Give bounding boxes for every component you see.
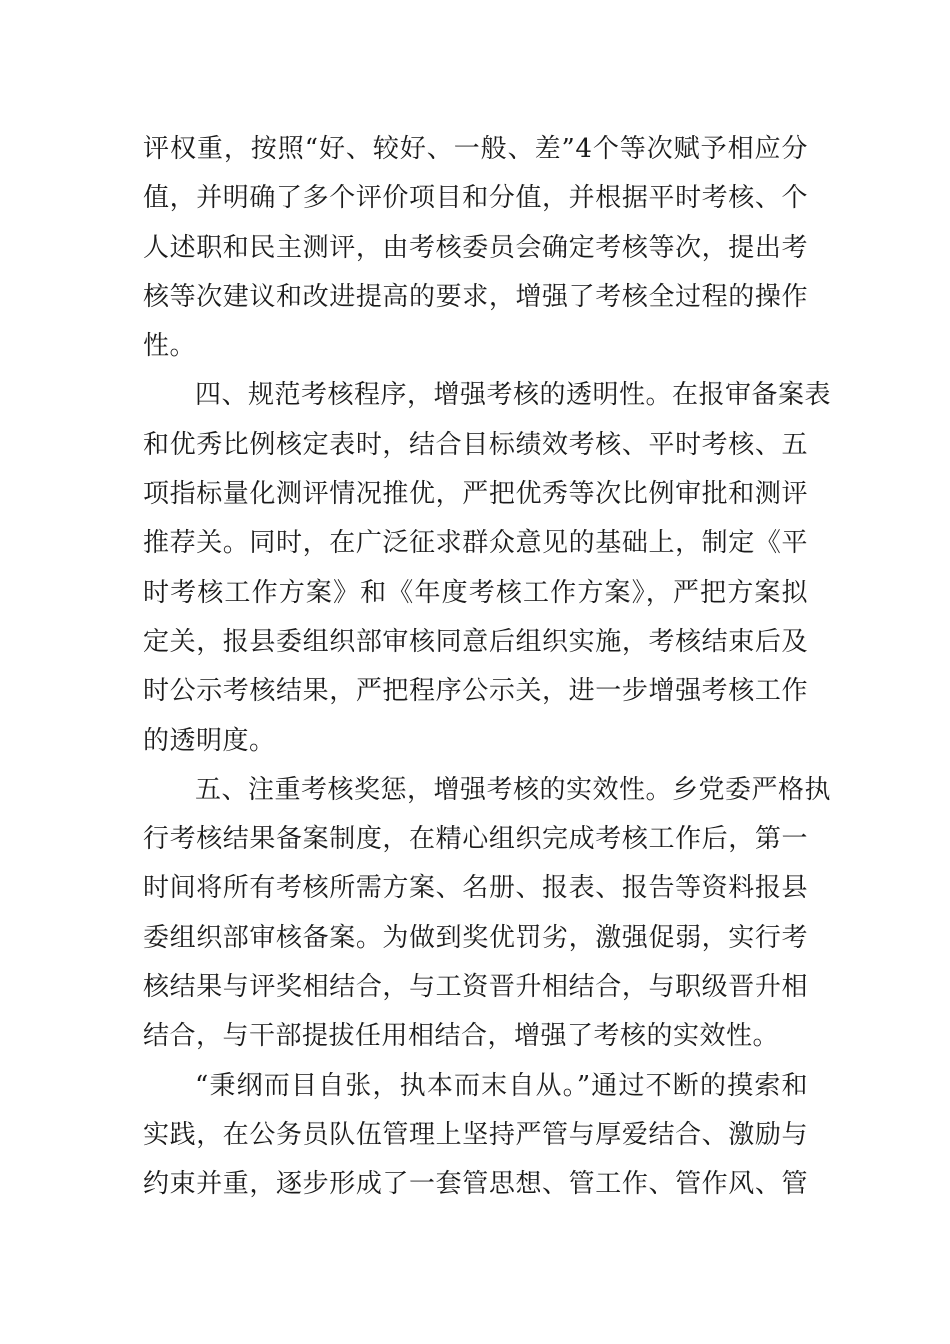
paragraph: [143, 1062, 808, 1210]
text-line: 和优秀比例核定表时，结合目标绩效考核、平时考核、五: [143, 429, 808, 460]
text-line: 结合，与干部提拔任用相结合，增强了考核的实效性。: [143, 1021, 780, 1052]
text-line: 委组织部审核备案。为做到奖优罚劣，激强促弱，实行考: [143, 922, 808, 953]
text-line: 四、规范考核程序，增强考核的透明性。在报审备案表: [195, 380, 832, 411]
paragraph: [143, 766, 832, 1062]
text-line: 评权重，按照“好、较好、一般、差”4个等次赋予相应分: [143, 134, 808, 164]
text-line: 五、注重考核奖惩，增强考核的实效性。乡党委严格执: [195, 774, 832, 805]
text-line: 人述职和民主测评，由考核委员会确定考核等次，提出考: [143, 232, 808, 263]
text-line: 推荐关。同时，在广泛征求群众意见的基础上，制定《平: [143, 528, 808, 559]
text-line: 实践，在公务员队伍管理上坚持严管与厚爱结合、激励与: [143, 1119, 808, 1150]
text-line: 核结果与评奖相结合，与工资晋升相结合，与职级晋升相: [143, 972, 808, 1003]
document-body: [143, 125, 832, 1210]
text-line: 时公示考核结果，严把程序公示关，进一步增强考核工作: [143, 676, 808, 707]
text-line: 项指标量化测评情况推优，严把优秀等次比例审批和测评: [143, 479, 808, 510]
text-line: 时考核工作方案》和《年度考核工作方案》，严把方案拟: [143, 577, 808, 608]
text-line: 性。: [143, 331, 197, 362]
paragraph: [143, 125, 808, 371]
text-line: 值，并明确了多个评价项目和分值，并根据平时考核、个: [143, 183, 808, 214]
text-line: 时间将所有考核所需方案、名册、报表、报告等资料报县: [143, 873, 808, 904]
text-line: 的透明度。: [143, 725, 276, 756]
text-line: 核等次建议和改进提高的要求，增强了考核全过程的操作: [143, 281, 808, 312]
text-line: “秉纲而目自张，执本而末自从。”通过不断的摸索和: [195, 1070, 808, 1101]
text-line: 行考核结果备案制度，在精心组织完成考核工作后，第一: [143, 824, 808, 855]
text-line: 约束并重，逐步形成了一套管思想、管工作、管作风、管: [143, 1169, 808, 1200]
text-line: 定关，报县委组织部审核同意后组织实施，考核结束后及: [143, 626, 808, 657]
paragraph: [143, 371, 832, 765]
